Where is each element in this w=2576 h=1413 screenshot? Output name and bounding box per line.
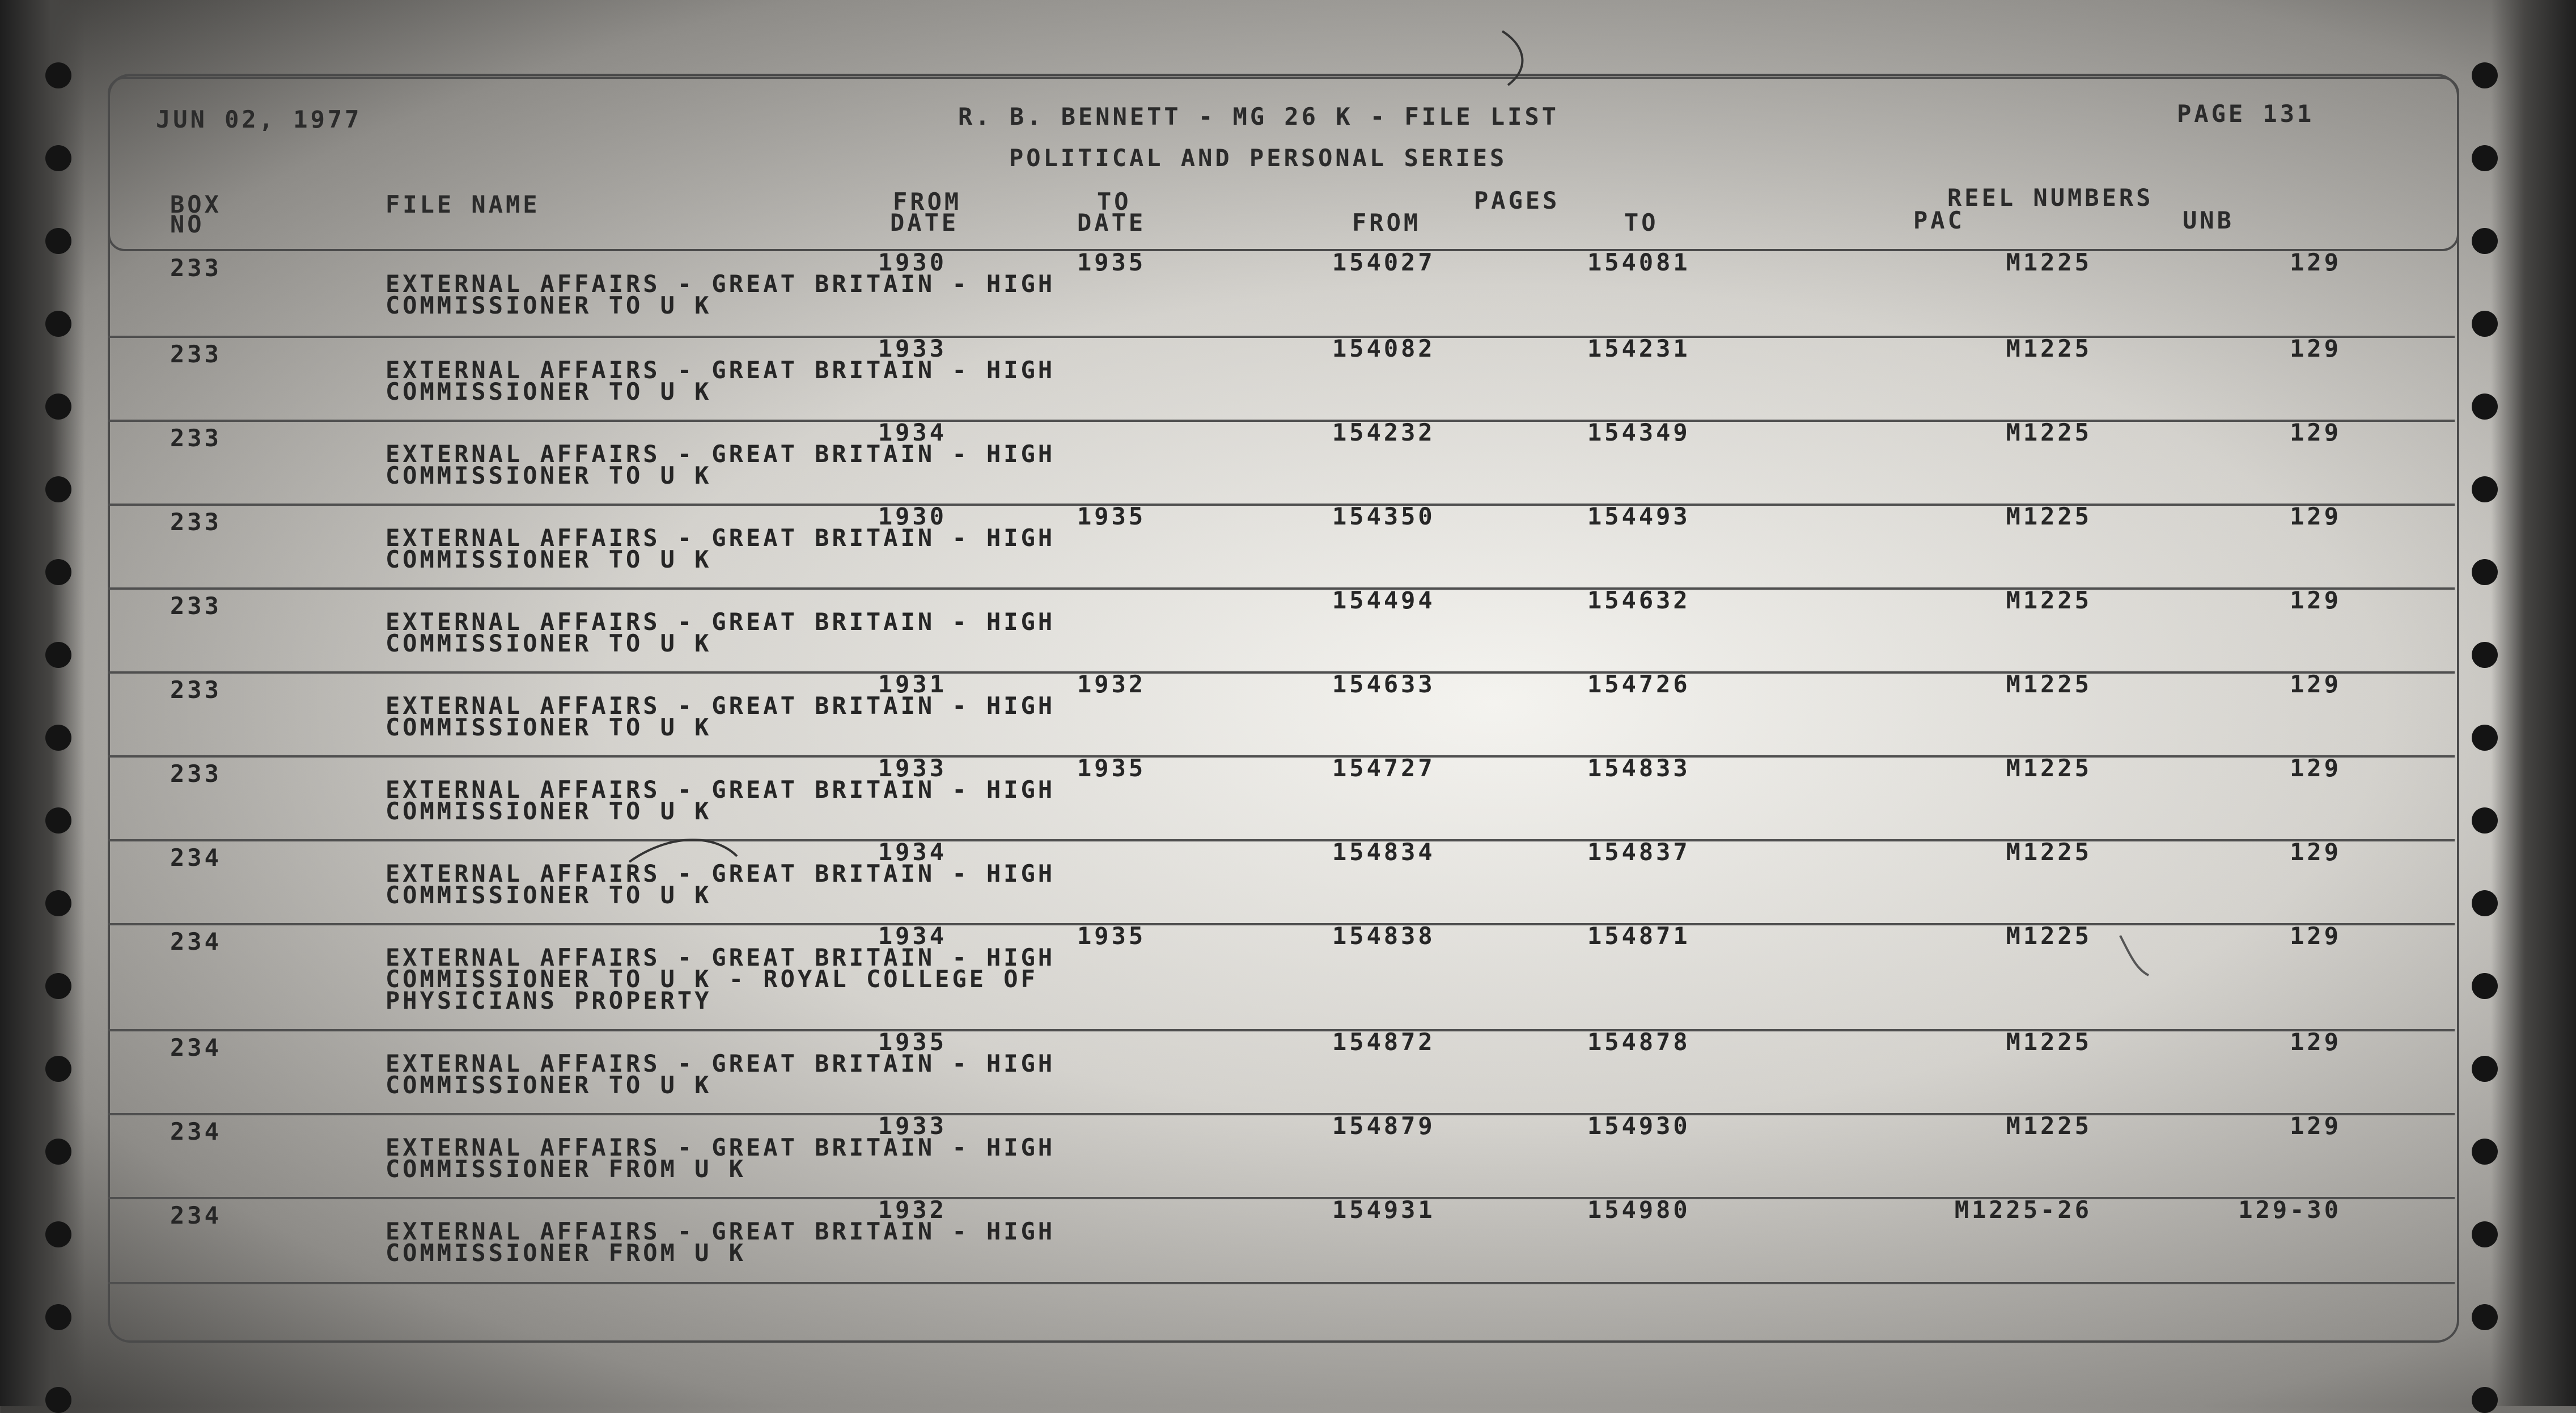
file-name-line: EXTERNAL AFFAIRS - GREAT BRITAIN - HIGH	[385, 1217, 1056, 1245]
file-name-line: COMMISSIONER TO U K - ROYAL COLLEGE OF	[385, 965, 1038, 993]
page-from: 154350	[1332, 502, 1435, 530]
file-name-line: EXTERNAL AFFAIRS - GREAT BRITAIN - HIGH	[385, 270, 1056, 298]
from-date: 1933	[878, 754, 947, 782]
reel-unb: 129	[2290, 335, 2341, 362]
to-date: 1935	[1077, 922, 1146, 950]
from-date: 1930	[878, 502, 947, 530]
reel-unb: 129	[2290, 922, 2341, 950]
reel-pac: M1225-26	[1954, 1196, 2092, 1224]
file-name-line: EXTERNAL AFFAIRS - GREAT BRITAIN - HIGH	[385, 608, 1056, 636]
file-name-line: COMMISSIONER TO U K	[385, 545, 712, 573]
col-pages: PAGES	[1474, 187, 1560, 214]
box-number: 233	[170, 254, 222, 282]
reel-pac: M1225	[2006, 335, 2092, 362]
reel-pac: M1225	[2006, 248, 2092, 276]
from-date: 1934	[878, 418, 947, 446]
reel-pac: M1225	[2006, 1028, 2092, 1056]
file-name-line: EXTERNAL AFFAIRS - GREAT BRITAIN - HIGH	[385, 356, 1056, 384]
from-date: 1934	[878, 838, 947, 866]
box-number: 233	[170, 592, 222, 620]
page-to: 154837	[1587, 838, 1690, 866]
col-unb: UNB	[2183, 206, 2234, 234]
file-name-line: COMMISSIONER TO U K	[385, 881, 712, 909]
reel-pac: M1225	[2006, 502, 2092, 530]
page-from: 154232	[1332, 418, 1435, 446]
file-name-line: EXTERNAL AFFAIRS - GREAT BRITAIN - HIGH	[385, 1133, 1056, 1161]
col-file-name: FILE NAME	[385, 191, 540, 218]
file-name-line: COMMISSIONER TO U K	[385, 797, 712, 825]
file-name-line: EXTERNAL AFFAIRS - GREAT BRITAIN - HIGH	[385, 860, 1056, 887]
box-number: 234	[170, 844, 222, 872]
file-name-line: COMMISSIONER TO U K	[385, 629, 712, 657]
box-number: 234	[170, 928, 222, 955]
file-name-line: EXTERNAL AFFAIRS - GREAT BRITAIN - HIGH	[385, 1050, 1056, 1077]
page-from: 154494	[1332, 586, 1435, 614]
file-name-line: EXTERNAL AFFAIRS - GREAT BRITAIN - HIGH	[385, 776, 1056, 803]
reel-unb: 129-30	[2238, 1196, 2341, 1224]
page-to: 154930	[1587, 1112, 1690, 1140]
page-number: PAGE 131	[2177, 100, 2315, 128]
col-reel-numbers: REEL NUMBERS	[1947, 184, 2154, 211]
pen-mark-check	[2120, 936, 2149, 975]
box-number: 233	[170, 424, 222, 452]
from-date: 1932	[878, 1196, 947, 1224]
col-pages-to: TO	[1624, 209, 1659, 236]
reel-pac: M1225	[2006, 838, 2092, 866]
col-to-date-2: DATE	[1077, 209, 1146, 236]
page-from: 154082	[1332, 335, 1435, 362]
box-number: 234	[170, 1034, 222, 1061]
page-from: 154834	[1332, 838, 1435, 866]
page-from: 154931	[1332, 1196, 1435, 1224]
file-name-line: PHYSICIANS PROPERTY	[385, 987, 712, 1014]
to-date: 1935	[1077, 502, 1146, 530]
page-from: 154838	[1332, 922, 1435, 950]
col-box-label-2: NO	[170, 210, 205, 238]
box-number: 233	[170, 760, 222, 788]
from-date: 1934	[878, 922, 947, 950]
reel-unb: 129	[2290, 838, 2341, 866]
file-name-line: COMMISSIONER TO U K	[385, 291, 712, 319]
reel-unb: 129	[2290, 418, 2341, 446]
reel-unb: 129	[2290, 1112, 2341, 1140]
page-to: 154081	[1587, 248, 1690, 276]
page-to: 154632	[1587, 586, 1690, 614]
reel-unb: 129	[2290, 502, 2341, 530]
reel-pac: M1225	[2006, 1112, 2092, 1140]
pen-mark-arc	[629, 840, 737, 862]
file-name-line: COMMISSIONER TO U K	[385, 713, 712, 741]
file-name-line: COMMISSIONER TO U K	[385, 1071, 712, 1099]
page-to: 154349	[1587, 418, 1690, 446]
pen-mark-top	[1502, 31, 1522, 85]
page-from: 154727	[1332, 754, 1435, 782]
reel-unb: 129	[2290, 248, 2341, 276]
col-box-label: BOX	[170, 191, 222, 218]
col-pages-from: FROM	[1352, 209, 1421, 236]
report-date: JUN 02, 1977	[156, 105, 362, 133]
page-to: 154726	[1587, 670, 1690, 698]
col-from-date: FROM	[893, 188, 962, 215]
report-title: R. B. BENNETT - MG 26 K - FILE LIST	[958, 103, 1560, 130]
page-from: 154027	[1332, 248, 1435, 276]
reel-pac: M1225	[2006, 418, 2092, 446]
col-from-date-2: DATE	[890, 209, 959, 236]
col-to-date: TO	[1097, 188, 1132, 215]
reel-pac: M1225	[2006, 586, 2092, 614]
series-title: POLITICAL AND PERSONAL SERIES	[1009, 144, 1507, 172]
from-date: 1930	[878, 248, 947, 276]
file-name-line: COMMISSIONER FROM U K	[385, 1239, 747, 1267]
col-pac: PAC	[1913, 206, 1965, 234]
from-date: 1935	[878, 1028, 947, 1056]
page-to: 154833	[1587, 754, 1690, 782]
reel-pac: M1225	[2006, 922, 2092, 950]
box-number: 233	[170, 340, 222, 368]
reel-unb: 129	[2290, 670, 2341, 698]
page-to: 154878	[1587, 1028, 1690, 1056]
box-number: 233	[170, 676, 222, 704]
reel-pac: M1225	[2006, 670, 2092, 698]
to-date: 1935	[1077, 754, 1146, 782]
file-name-line: COMMISSIONER TO U K	[385, 462, 712, 489]
page-to: 154231	[1587, 335, 1690, 362]
reel-unb: 129	[2290, 1028, 2341, 1056]
file-name-line: EXTERNAL AFFAIRS - GREAT BRITAIN - HIGH	[385, 440, 1056, 468]
from-date: 1931	[878, 670, 947, 698]
box-number: 234	[170, 1202, 222, 1229]
page-from: 154879	[1332, 1112, 1435, 1140]
page-from: 154872	[1332, 1028, 1435, 1056]
page-to: 154980	[1587, 1196, 1690, 1224]
reel-pac: M1225	[2006, 754, 2092, 782]
box-number: 233	[170, 508, 222, 536]
to-date: 1932	[1077, 670, 1146, 698]
page-from: 154633	[1332, 670, 1435, 698]
from-date: 1933	[878, 335, 947, 362]
reel-unb: 129	[2290, 754, 2341, 782]
file-name-line: COMMISSIONER FROM U K	[385, 1155, 747, 1183]
box-number: 234	[170, 1118, 222, 1145]
file-name-line: EXTERNAL AFFAIRS - GREAT BRITAIN - HIGH	[385, 524, 1056, 552]
page-to: 154871	[1587, 922, 1690, 950]
file-name-line: EXTERNAL AFFAIRS - GREAT BRITAIN - HIGH	[385, 944, 1056, 971]
file-name-line: EXTERNAL AFFAIRS - GREAT BRITAIN - HIGH	[385, 692, 1056, 720]
page-to: 154493	[1587, 502, 1690, 530]
from-date: 1933	[878, 1112, 947, 1140]
file-name-line: COMMISSIONER TO U K	[385, 378, 712, 405]
to-date: 1935	[1077, 248, 1146, 276]
reel-unb: 129	[2290, 586, 2341, 614]
